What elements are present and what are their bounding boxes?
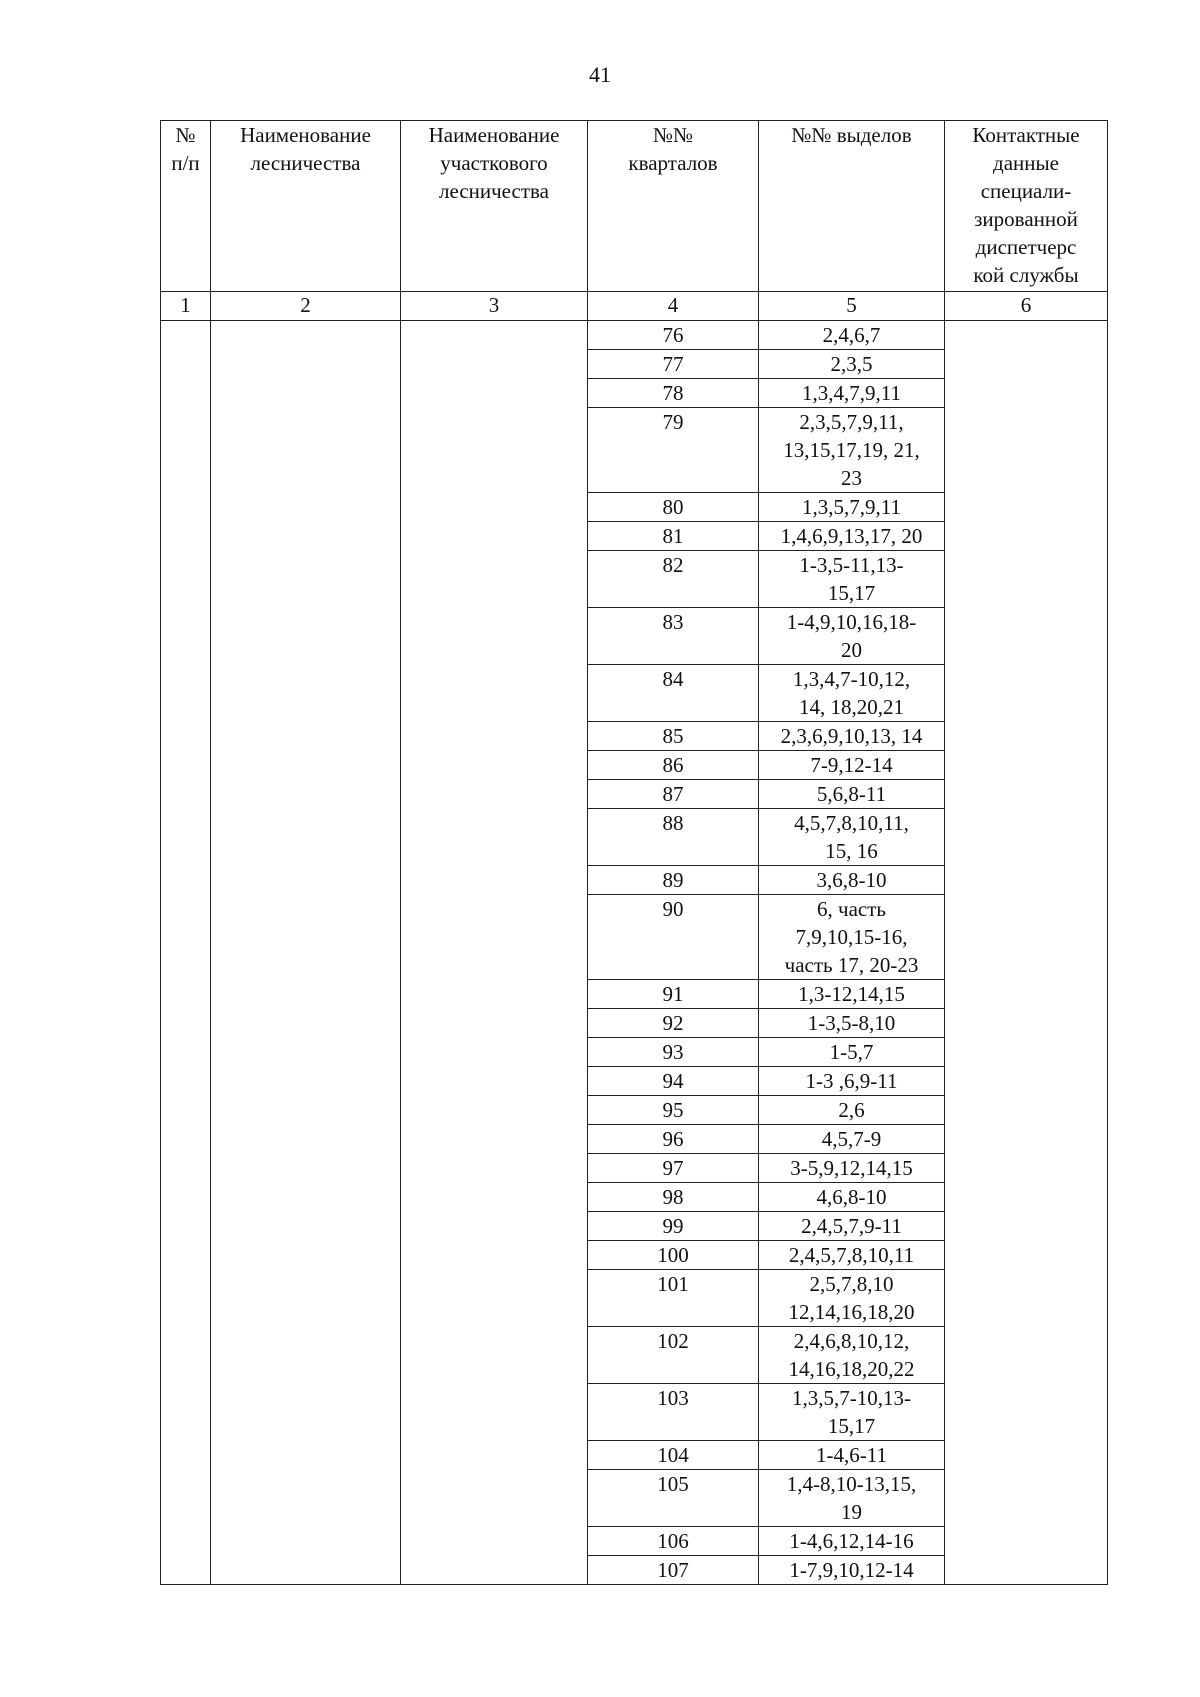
quarter-cell: 82 [588, 551, 759, 608]
quarter-cell: 77 [588, 350, 759, 379]
allotments-cell [759, 866, 945, 895]
allotments-cell [759, 321, 945, 350]
column-number: 3 [401, 292, 588, 321]
allotments-line: 2,4,6,8,10,12, [793, 1329, 910, 1353]
allotments-cell [759, 1327, 945, 1384]
allotments-line: 1-5,7 [829, 1040, 874, 1064]
allotments-line: 4,5,7,8,10,11, [794, 811, 909, 835]
quarter-cell: 84 [588, 665, 759, 722]
allotments-line: 6, часть [817, 897, 886, 921]
allotments-line: 20 [841, 638, 862, 662]
header-line: диспетчерс [975, 235, 1077, 259]
allotments-line: часть 17, 20-23 [784, 953, 919, 977]
allotments-line: 2,3,6,9,10,13, 14 [780, 724, 923, 748]
allotments-cell [759, 665, 945, 722]
allotments-cell [759, 722, 945, 751]
allotments-line: 14, 18,20,21 [799, 695, 904, 719]
allotments-line: 1-7,9,10,12-14 [789, 1558, 914, 1582]
allotments-line: 14,16,18,20,22 [788, 1357, 915, 1381]
forestry-table [160, 120, 1108, 1585]
allotments-cell [759, 980, 945, 1009]
quarter-cell: 80 [588, 493, 759, 522]
header-line: лесничества [439, 179, 549, 203]
header-line: Наименование [240, 123, 371, 147]
quarter-cell: 103 [588, 1384, 759, 1441]
quarter-cell: 96 [588, 1125, 759, 1154]
header-line: специали- [980, 179, 1072, 203]
quarter-cell: 100 [588, 1241, 759, 1270]
quarter-cell: 86 [588, 751, 759, 780]
allotments-line: 1-4,6-11 [816, 1443, 887, 1467]
allotments-line: 19 [841, 1500, 862, 1524]
contacts-cell [945, 321, 1108, 1585]
header-line: Наименование [428, 123, 560, 147]
quarter-cell: 89 [588, 866, 759, 895]
quarter-cell: 76 [588, 321, 759, 350]
column-number: 4 [588, 292, 759, 321]
allotments-cell [759, 1067, 945, 1096]
quarter-cell: 99 [588, 1212, 759, 1241]
allotments-line: 1-4,9,10,16,18- [786, 610, 917, 634]
allotments-cell [759, 1009, 945, 1038]
header-row [161, 121, 1108, 292]
quarter-cell: 107 [588, 1556, 759, 1585]
allotments-line: 7-9,12-14 [810, 753, 893, 777]
allotments-cell [759, 895, 945, 980]
allotments-line: 1,4,6,9,13,17, 20 [780, 524, 923, 548]
quarter-cell: 104 [588, 1441, 759, 1470]
allotments-line: 12,14,16,18,20 [788, 1300, 915, 1324]
allotments-line: 7,9,10,15-16, [795, 925, 908, 949]
column-number: 6 [945, 292, 1108, 321]
header-line: №№ выделов [791, 123, 912, 147]
allotments-cell [759, 1527, 945, 1556]
quarter-cell: 106 [588, 1527, 759, 1556]
allotments-line: 2,6 [838, 1098, 865, 1122]
allotments-line: 1-4,6,12,14-16 [789, 1529, 914, 1553]
allotments-cell [759, 1038, 945, 1067]
allotments-cell [759, 1096, 945, 1125]
allotments-cell [759, 408, 945, 493]
allotments-cell [759, 1183, 945, 1212]
quarter-cell: 97 [588, 1154, 759, 1183]
column-number: 2 [211, 292, 401, 321]
allotments-cell [759, 522, 945, 551]
quarter-cell: 105 [588, 1470, 759, 1527]
header-line: зированной [974, 207, 1078, 231]
allotments-cell [759, 350, 945, 379]
forestry-cell [211, 321, 401, 1585]
quarter-cell: 92 [588, 1009, 759, 1038]
header-line: данные [993, 151, 1059, 175]
allotments-line: 4,6,8-10 [816, 1185, 887, 1209]
allotments-line: 1,3-12,14,15 [798, 982, 905, 1006]
header-line: п/п [171, 151, 200, 175]
header-line: №№ [652, 123, 694, 147]
quarter-cell: 87 [588, 780, 759, 809]
table-body [161, 292, 1108, 1585]
column-number: 1 [161, 292, 211, 321]
header-cell-dispatch-contacts [945, 121, 1108, 292]
number-cell [161, 321, 211, 1585]
header-line: лесничества [250, 151, 361, 175]
quarter-cell: 93 [588, 1038, 759, 1067]
allotments-line: 1,4-8,10-13,15, [786, 1472, 917, 1496]
allotments-line: 1,3,4,7,9,11 [802, 381, 901, 405]
district-cell [401, 321, 588, 1585]
header-line: кой службы [973, 263, 1079, 287]
quarter-cell: 78 [588, 379, 759, 408]
allotments-cell [759, 780, 945, 809]
page-number: 41 [589, 62, 611, 87]
quarter-cell: 79 [588, 408, 759, 493]
allotments-line: 1-3,5-11,13- [799, 553, 904, 577]
allotments-cell [759, 608, 945, 665]
allotments-line: 1-3,5-8,10 [807, 1011, 896, 1035]
allotments-line: 15,17 [827, 581, 876, 605]
header-cell-district-forestry [401, 121, 588, 292]
allotments-line: 13,15,17,19, 21, [783, 438, 920, 462]
allotments-cell [759, 1241, 945, 1270]
allotments-line: 2,4,5,7,9-11 [801, 1214, 902, 1238]
allotments-line: 1,3,5,7,9,11 [802, 495, 901, 519]
allotments-line: 2,4,6,7 [822, 323, 881, 347]
allotments-cell [759, 1556, 945, 1585]
allotments-line: 4,5,7-9 [821, 1127, 882, 1151]
allotments-line: 5,6,8-11 [816, 782, 887, 806]
allotments-cell [759, 751, 945, 780]
quarter-cell: 85 [588, 722, 759, 751]
quarter-cell: 102 [588, 1327, 759, 1384]
allotments-line: 2,3,5,7,9,11, [799, 410, 904, 434]
table-row [161, 321, 1108, 350]
header-line: № [175, 123, 196, 147]
allotments-cell [759, 1384, 945, 1441]
allotments-cell [759, 1441, 945, 1470]
allotments-cell [759, 1270, 945, 1327]
quarter-cell: 98 [588, 1183, 759, 1212]
quarter-cell: 95 [588, 1096, 759, 1125]
header-line: Контактные [972, 123, 1080, 147]
allotments-cell [759, 1212, 945, 1241]
allotments-line: 3-5,9,12,14,15 [790, 1156, 913, 1180]
header-line: участкового [440, 151, 548, 175]
allotments-line: 2,5,7,8,10 [809, 1272, 894, 1296]
allotments-cell [759, 551, 945, 608]
allotments-line: 2,4,5,7,8,10,11 [788, 1243, 915, 1267]
quarter-cell: 90 [588, 895, 759, 980]
allotments-line: 1,3,5,7-10,13- [792, 1386, 911, 1410]
header-cell-quarters [588, 121, 759, 292]
allotments-cell [759, 1154, 945, 1183]
header-line: кварталов [628, 151, 718, 175]
header-cell-allotments [759, 121, 945, 292]
quarter-cell: 83 [588, 608, 759, 665]
quarter-cell: 88 [588, 809, 759, 866]
allotments-line: 1-3 ,6,9-11 [805, 1069, 898, 1093]
allotments-cell [759, 379, 945, 408]
allotments-line: 2,3,5 [830, 352, 873, 376]
header-cell-forestry [211, 121, 401, 292]
quarter-cell: 101 [588, 1270, 759, 1327]
allotments-cell [759, 493, 945, 522]
allotments-line: 3,6,8-10 [816, 868, 887, 892]
allotments-line: 1,3,4,7-10,12, [792, 667, 911, 691]
column-number: 5 [759, 292, 945, 321]
header-cell-number [161, 121, 211, 292]
allotments-line: 23 [841, 466, 862, 490]
allotments-line: 15, 16 [825, 839, 878, 863]
allotments-line: 15,17 [827, 1414, 876, 1438]
quarter-cell: 81 [588, 522, 759, 551]
allotments-cell [759, 1125, 945, 1154]
column-number-row [161, 292, 1108, 321]
allotments-cell [759, 809, 945, 866]
allotments-cell [759, 1470, 945, 1527]
quarter-cell: 91 [588, 980, 759, 1009]
quarter-cell: 94 [588, 1067, 759, 1096]
